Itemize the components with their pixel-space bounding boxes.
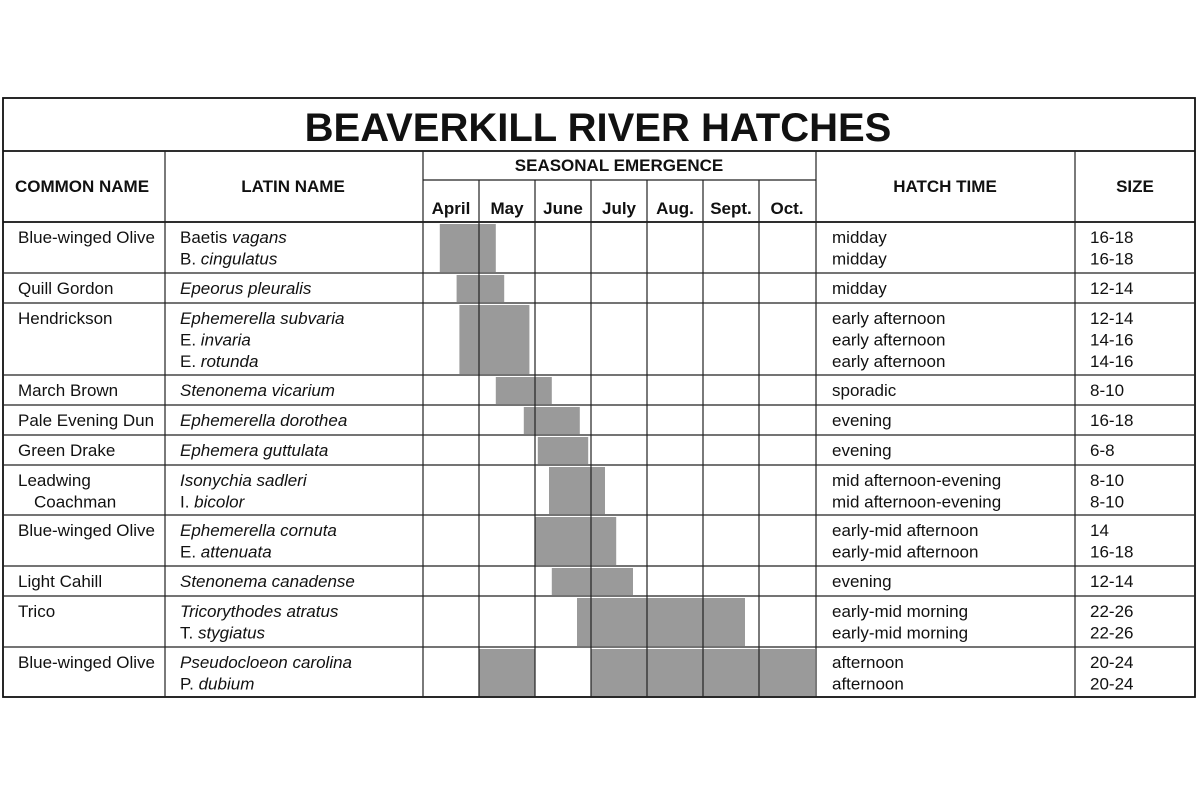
latin-name xyxy=(180,493,246,512)
hatch-time: mid afternoon-evening xyxy=(832,471,1002,490)
genus: E. xyxy=(180,542,201,562)
latin-name xyxy=(180,441,328,460)
hook-size: 22-26 xyxy=(1090,623,1134,643)
hatch-time: mid afternoon-evening xyxy=(832,492,1002,512)
common-name: Coachman xyxy=(34,492,117,512)
header-common-name: COMMON NAME xyxy=(14,177,150,196)
common-name: Light Cahill xyxy=(18,572,103,591)
species: attenuata xyxy=(200,542,272,562)
common-name: Green Drake xyxy=(18,441,116,460)
species: stygiatus xyxy=(197,623,266,643)
hatch-time: afternoon xyxy=(832,653,904,672)
header-seasonal-emergence: SEASONAL EMERGENCE xyxy=(514,156,724,175)
emergence-bar xyxy=(538,437,588,464)
hook-size: 8-10 xyxy=(1090,471,1125,490)
emergence-bar xyxy=(524,407,580,434)
genus: E. xyxy=(180,352,201,371)
hook-size: 16-18 xyxy=(1090,228,1134,247)
hook-size: 22-26 xyxy=(1090,602,1134,621)
latin-name xyxy=(180,624,266,643)
latin-name xyxy=(180,602,339,621)
header-hatch-time: HATCH TIME xyxy=(893,177,997,196)
emergence-bar xyxy=(535,517,616,565)
hook-size: 14 xyxy=(1090,521,1109,540)
species: Ephemerella cornuta xyxy=(180,521,337,540)
hatch-time: early-mid morning xyxy=(832,602,969,621)
month-label: May xyxy=(490,199,524,218)
common-name: March Brown xyxy=(18,381,119,400)
hatch-time: evening xyxy=(832,411,892,430)
header-size: SIZE xyxy=(1116,177,1154,196)
species: rotunda xyxy=(200,352,259,371)
latin-name xyxy=(180,352,258,371)
species: cingulatus xyxy=(200,249,278,269)
hatch-time: sporadic xyxy=(832,381,897,400)
species: invaria xyxy=(200,330,251,350)
latin-name xyxy=(180,471,308,490)
common-name: Blue-winged Olive xyxy=(18,228,156,247)
month-label: Oct. xyxy=(770,199,804,218)
latin-name xyxy=(180,228,287,247)
latin-name xyxy=(180,250,278,269)
species: Epeorus pleuralis xyxy=(180,279,312,298)
hook-size: 16-18 xyxy=(1090,249,1134,269)
common-name: Hendrickson xyxy=(18,309,113,328)
emergence-bar xyxy=(479,649,535,696)
hook-size: 16-18 xyxy=(1090,411,1134,430)
month-label: April xyxy=(431,199,471,218)
hatch-time: early afternoon xyxy=(832,330,946,350)
hook-size: 14-16 xyxy=(1090,330,1134,350)
latin-name xyxy=(180,411,347,430)
hook-size: 16-18 xyxy=(1090,542,1134,562)
emergence-bar xyxy=(457,275,505,302)
hatch-time: evening xyxy=(832,441,892,460)
hatch-time: midday xyxy=(832,249,887,269)
latin-name xyxy=(180,543,272,562)
emergence-bar xyxy=(459,305,529,374)
species: Ephemerella subvaria xyxy=(180,309,345,328)
latin-name xyxy=(180,331,251,350)
species: dubium xyxy=(198,674,255,694)
latin-name xyxy=(180,279,312,298)
hook-size: 20-24 xyxy=(1090,653,1134,672)
hook-size: 12-14 xyxy=(1090,309,1134,328)
genus: P. xyxy=(180,674,199,694)
hatch-time: midday xyxy=(832,279,887,298)
month-label: Sept. xyxy=(710,199,752,218)
hatch-time: early-mid afternoon xyxy=(832,521,979,540)
hook-size: 8-10 xyxy=(1090,381,1125,400)
species: Isonychia sadleri xyxy=(180,471,307,490)
common-name: Pale Evening Dun xyxy=(18,411,155,430)
common-name: Trico xyxy=(18,602,56,621)
species: bicolor xyxy=(194,492,245,512)
emergence-bar xyxy=(577,598,745,646)
hatch-time: early-mid morning xyxy=(832,623,969,643)
hook-size: 6-8 xyxy=(1090,441,1115,460)
page-title: BEAVERKILL RIVER HATCHES xyxy=(304,106,892,150)
common-name: Blue-winged Olive xyxy=(18,653,156,672)
species: Ephemerella dorothea xyxy=(180,411,348,430)
genus: E. xyxy=(180,330,201,350)
hatch-time: afternoon xyxy=(832,674,904,694)
latin-name xyxy=(180,675,254,694)
genus: B. xyxy=(180,249,201,269)
species: Stenonema vicarium xyxy=(180,381,335,400)
hatch-time: evening xyxy=(832,572,892,591)
hatch-time: midday xyxy=(832,228,887,247)
hatch-time: early afternoon xyxy=(832,352,946,371)
hatch-time: early afternoon xyxy=(832,309,946,328)
month-label: July xyxy=(601,199,637,218)
hatch-time: early-mid afternoon xyxy=(832,542,979,562)
month-label: June xyxy=(543,199,583,218)
species: vagans xyxy=(231,228,287,247)
common-name: Blue-winged Olive xyxy=(18,521,156,540)
hook-size: 12-14 xyxy=(1090,572,1134,591)
emergence-bar xyxy=(440,224,496,272)
header-latin-name: LATIN NAME xyxy=(241,177,345,196)
emergence-bar xyxy=(496,377,552,404)
species: Pseudocloeon carolina xyxy=(180,653,353,672)
hook-size: 20-24 xyxy=(1090,674,1134,694)
species: Tricorythodes atratus xyxy=(180,602,339,621)
genus: T. xyxy=(180,623,198,643)
genus: I. xyxy=(180,492,195,512)
hook-size: 8-10 xyxy=(1090,492,1125,512)
genus: Baetis xyxy=(180,228,232,247)
common-name: Quill Gordon xyxy=(18,279,114,298)
emergence-bar xyxy=(552,568,633,595)
hook-size: 12-14 xyxy=(1090,279,1134,298)
latin-name xyxy=(180,521,337,540)
species: Ephemera guttulata xyxy=(180,441,329,460)
latin-name xyxy=(180,572,355,591)
month-label: Aug. xyxy=(656,199,694,218)
latin-name xyxy=(180,309,344,328)
common-name: Leadwing xyxy=(18,471,91,490)
emergence-bar xyxy=(549,467,605,514)
latin-name xyxy=(180,381,335,400)
latin-name xyxy=(180,653,352,672)
hook-size: 14-16 xyxy=(1090,352,1134,371)
species: Stenonema canadense xyxy=(180,572,355,591)
